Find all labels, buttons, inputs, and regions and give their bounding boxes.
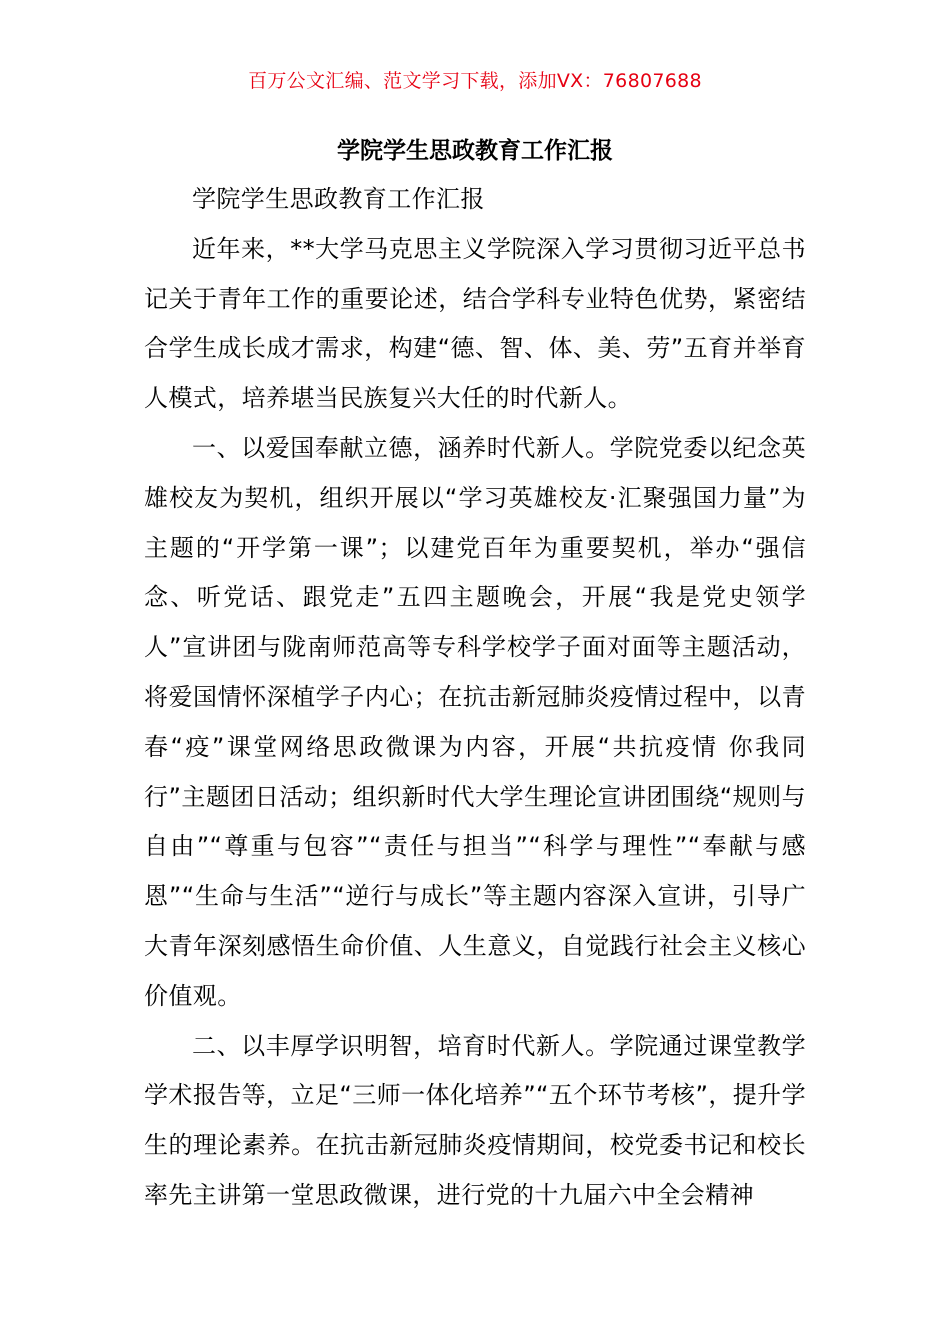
header-note: 百万公文汇编、范文学习下载，添加VX：76807688 (248, 70, 702, 92)
subtitle-paragraph: 学院学生思政教育工作汇报 (192, 185, 485, 213)
document-title: 学院学生思政教育工作汇报 (337, 138, 613, 164)
intro-paragraph: 近年来，**大学马克思主义学院深入学习贯彻习近平总书记关于青年工作的重要论述，结合学科专业特色优势，紧密结合学生成长成才需求，构建“德、智、体、美、劳”五育并举育人模式，培养堪当民族复兴大任的时代新人。 (144, 234, 806, 413)
section-one-paragraph: 一、以爱国奉献立德，涵养时代新人。学院党委以纪念英雄校友为契机，组织开展以“学习英雄校友·汇聚强国力量”为主题的“开学第一课”；以建党百年为重要契机，举办“强信念、听党话、跟党走”五四主题晚会，开展“我是党史领学人”宣讲团与陇南师范高等专科学校学子面对面等主题活动，将爱国情怀深植学子内心；在抗击新冠肺炎疫情过程中，以青春“疫”课堂网络思政微课为内容，开展“共抗疫情 你我同行”主题团日活动；组织新时代大学生理论宣讲团围绕“规则与自由”“尊重与包容”“责任与担当”“科学与理性”“奉献与感恩”“生命与生活”“逆行与成长”等主题内容深入宣讲，引导广大青年深刻感悟生命价值、人生意义，自觉践行社会主义核心价值观。 (144, 433, 806, 1010)
document-body (144, 175, 806, 1221)
section-two-paragraph: 二、以丰厚学识明智，培育时代新人。学院通过课堂教学学术报告等，立足“三师一体化培养”“五个环节考核”，提升学生的理论素养。在抗击新冠肺炎疫情期间，校党委书记和校长率先主讲第一堂思政微课，进行党的十九届六中全会精神 (144, 1031, 806, 1209)
